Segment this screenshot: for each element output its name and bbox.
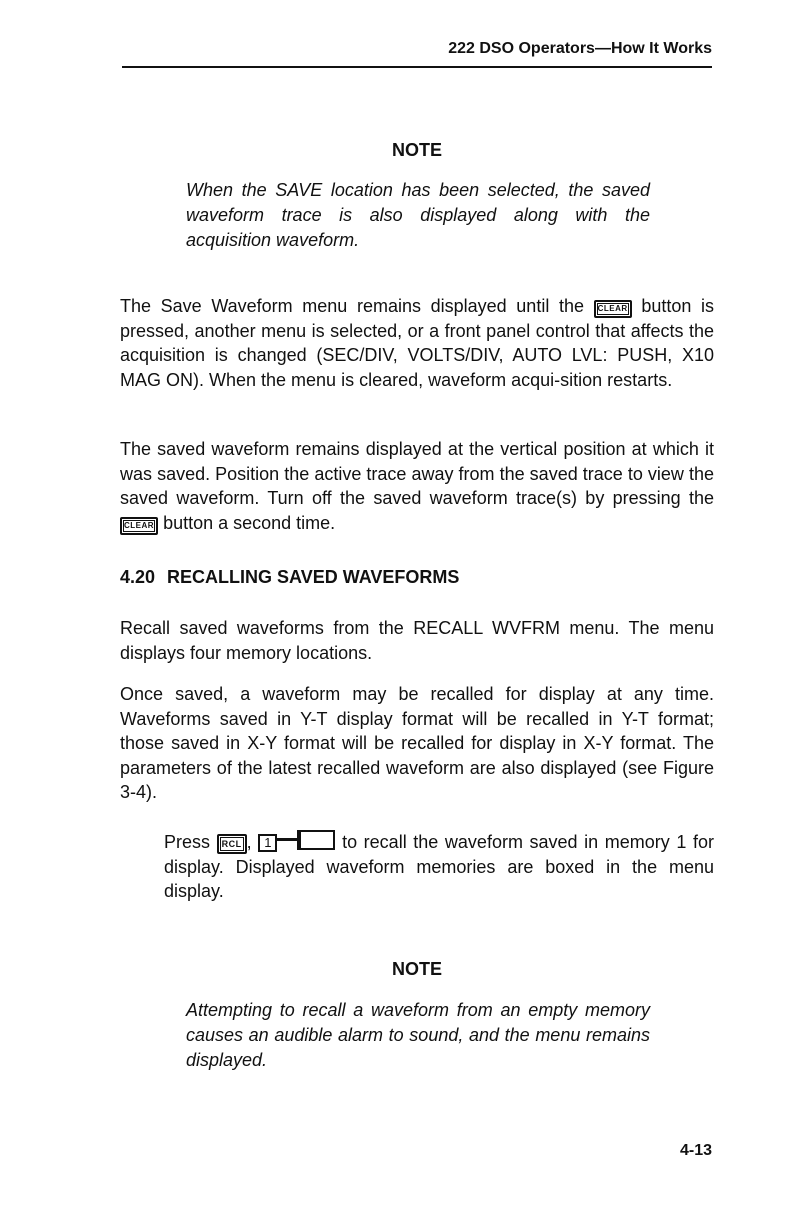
clear-key-icon: CLEAR xyxy=(594,300,632,318)
paragraph-recall-formats: Once saved, a waveform may be recalled for display at any time. Waveforms saved in Y-T display format will be recalled in Y-T format; those saved in X-Y format will be recalled for display in X-Y format. The parameters of the latest recalled waveform are also displayed (see Figure 3-4). xyxy=(120,684,714,802)
section-title: RECALLING SAVED WAVEFORMS xyxy=(167,567,460,587)
paragraph-text: Press xyxy=(164,832,217,852)
paragraph-text: button a second time. xyxy=(158,512,336,533)
note-title: NOTE xyxy=(391,959,442,979)
note-body: Attempting to recall a waveform from an empty memory causes an audible alarm to sound, and the menu remains displayed. xyxy=(186,1000,650,1070)
note-body: When the SAVE location has been selected, the saved waveform trace is also displayed along with the acquisition waveform. xyxy=(186,180,650,250)
section-number: 4.20 xyxy=(120,567,156,587)
connector-line-icon xyxy=(276,838,298,841)
section-heading xyxy=(120,567,459,588)
paragraph-text: button is pressed, another menu is selected, or a front panel control that affects the acquisition is changed (SEC/DIV, VOLTS/DIV, AUTO LVL: PUSH, X10 MAG ON). When the menu is cleared, waveform acqui-sition restarts. xyxy=(120,296,715,390)
comma: , xyxy=(246,832,259,852)
rcl-key-icon: RCL xyxy=(217,834,247,854)
paragraph-text: to recall the waveform saved in memory 1 for display. Displayed waveform memories are boxed in the menu display. xyxy=(164,832,715,901)
one-key-icon: 1 xyxy=(258,834,277,852)
note-title: NOTE xyxy=(391,140,442,160)
menu-button-icon xyxy=(297,830,335,850)
paragraph-text: The saved waveform remains displayed at the vertical position at which it was saved. Position the active trace away from the saved trace to view the saved waveform. Turn off the saved waveform trace(s) by pressing the xyxy=(120,439,714,508)
paragraph-recall-menu: Recall saved waveforms from the RECALL WVFRM menu. The menu displays four memory locations. xyxy=(120,618,714,663)
paragraph-saved-waveform xyxy=(120,437,714,535)
page-number: 4-13 xyxy=(679,1142,712,1159)
paragraph-text: The Save Waveform menu remains displayed until the xyxy=(120,296,594,316)
paragraph-press-instructions xyxy=(164,830,714,904)
clear-key-icon: CLEAR xyxy=(120,517,158,535)
running-header: 222 DSO Operators—How It Works xyxy=(448,40,712,57)
paragraph-save-menu xyxy=(120,294,714,392)
header-rule xyxy=(122,66,712,68)
